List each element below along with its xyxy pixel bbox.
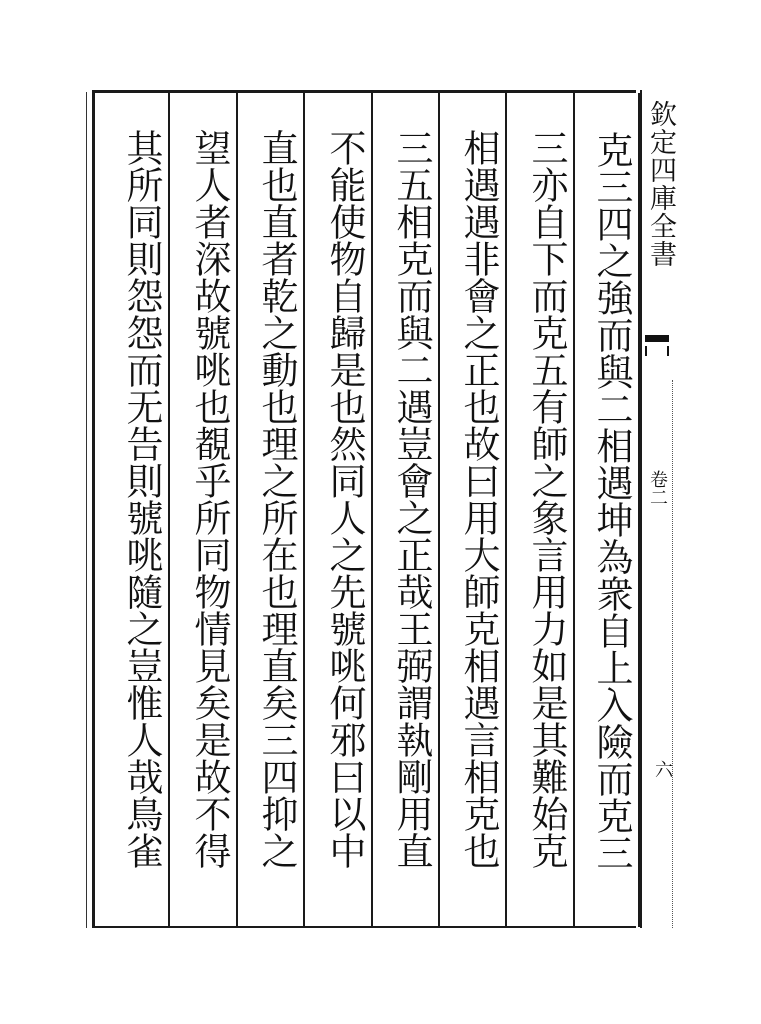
column-text: 其所同則怨怨而无告則號咷隨之豈惟人哉鳥雀 xyxy=(120,129,163,869)
column-text: 三亦自下而克五有師之象言用力如是其難始克 xyxy=(525,129,568,869)
fishtail-mark xyxy=(645,335,669,357)
page-number: 六 xyxy=(652,760,673,778)
volume-label: 卷二 xyxy=(647,470,668,506)
column-text: 相遇遇非會之正也故曰用大師克相遇言相克也 xyxy=(457,129,500,869)
text-column-2 xyxy=(507,93,575,927)
text-column-1 xyxy=(575,93,640,927)
text-column-5 xyxy=(305,93,373,927)
text-column-6 xyxy=(238,93,305,927)
text-column-7 xyxy=(170,93,238,927)
column-text: 不能使物自歸是也然同人之先號咷何邪曰以中 xyxy=(323,129,366,869)
column-text: 克三四之強而與二相遇坤為衆自上入險而克三 xyxy=(590,131,633,871)
column-text: 三五相克而與二遇豈會之正哉王弼謂執剛用直 xyxy=(390,129,433,869)
text-column-8 xyxy=(95,93,170,927)
text-column-4 xyxy=(373,93,440,927)
page-edge xyxy=(86,92,91,928)
book-title: 欽定四庫全書 xyxy=(645,100,676,268)
column-text: 直也直者乾之動也理之所在也理直矣三四抑之 xyxy=(255,129,298,869)
text-column-3 xyxy=(440,93,507,927)
column-text: 望人者深故號咷也覩乎所同物情見矣是故不得 xyxy=(188,129,231,869)
right-edge-line xyxy=(672,380,674,928)
